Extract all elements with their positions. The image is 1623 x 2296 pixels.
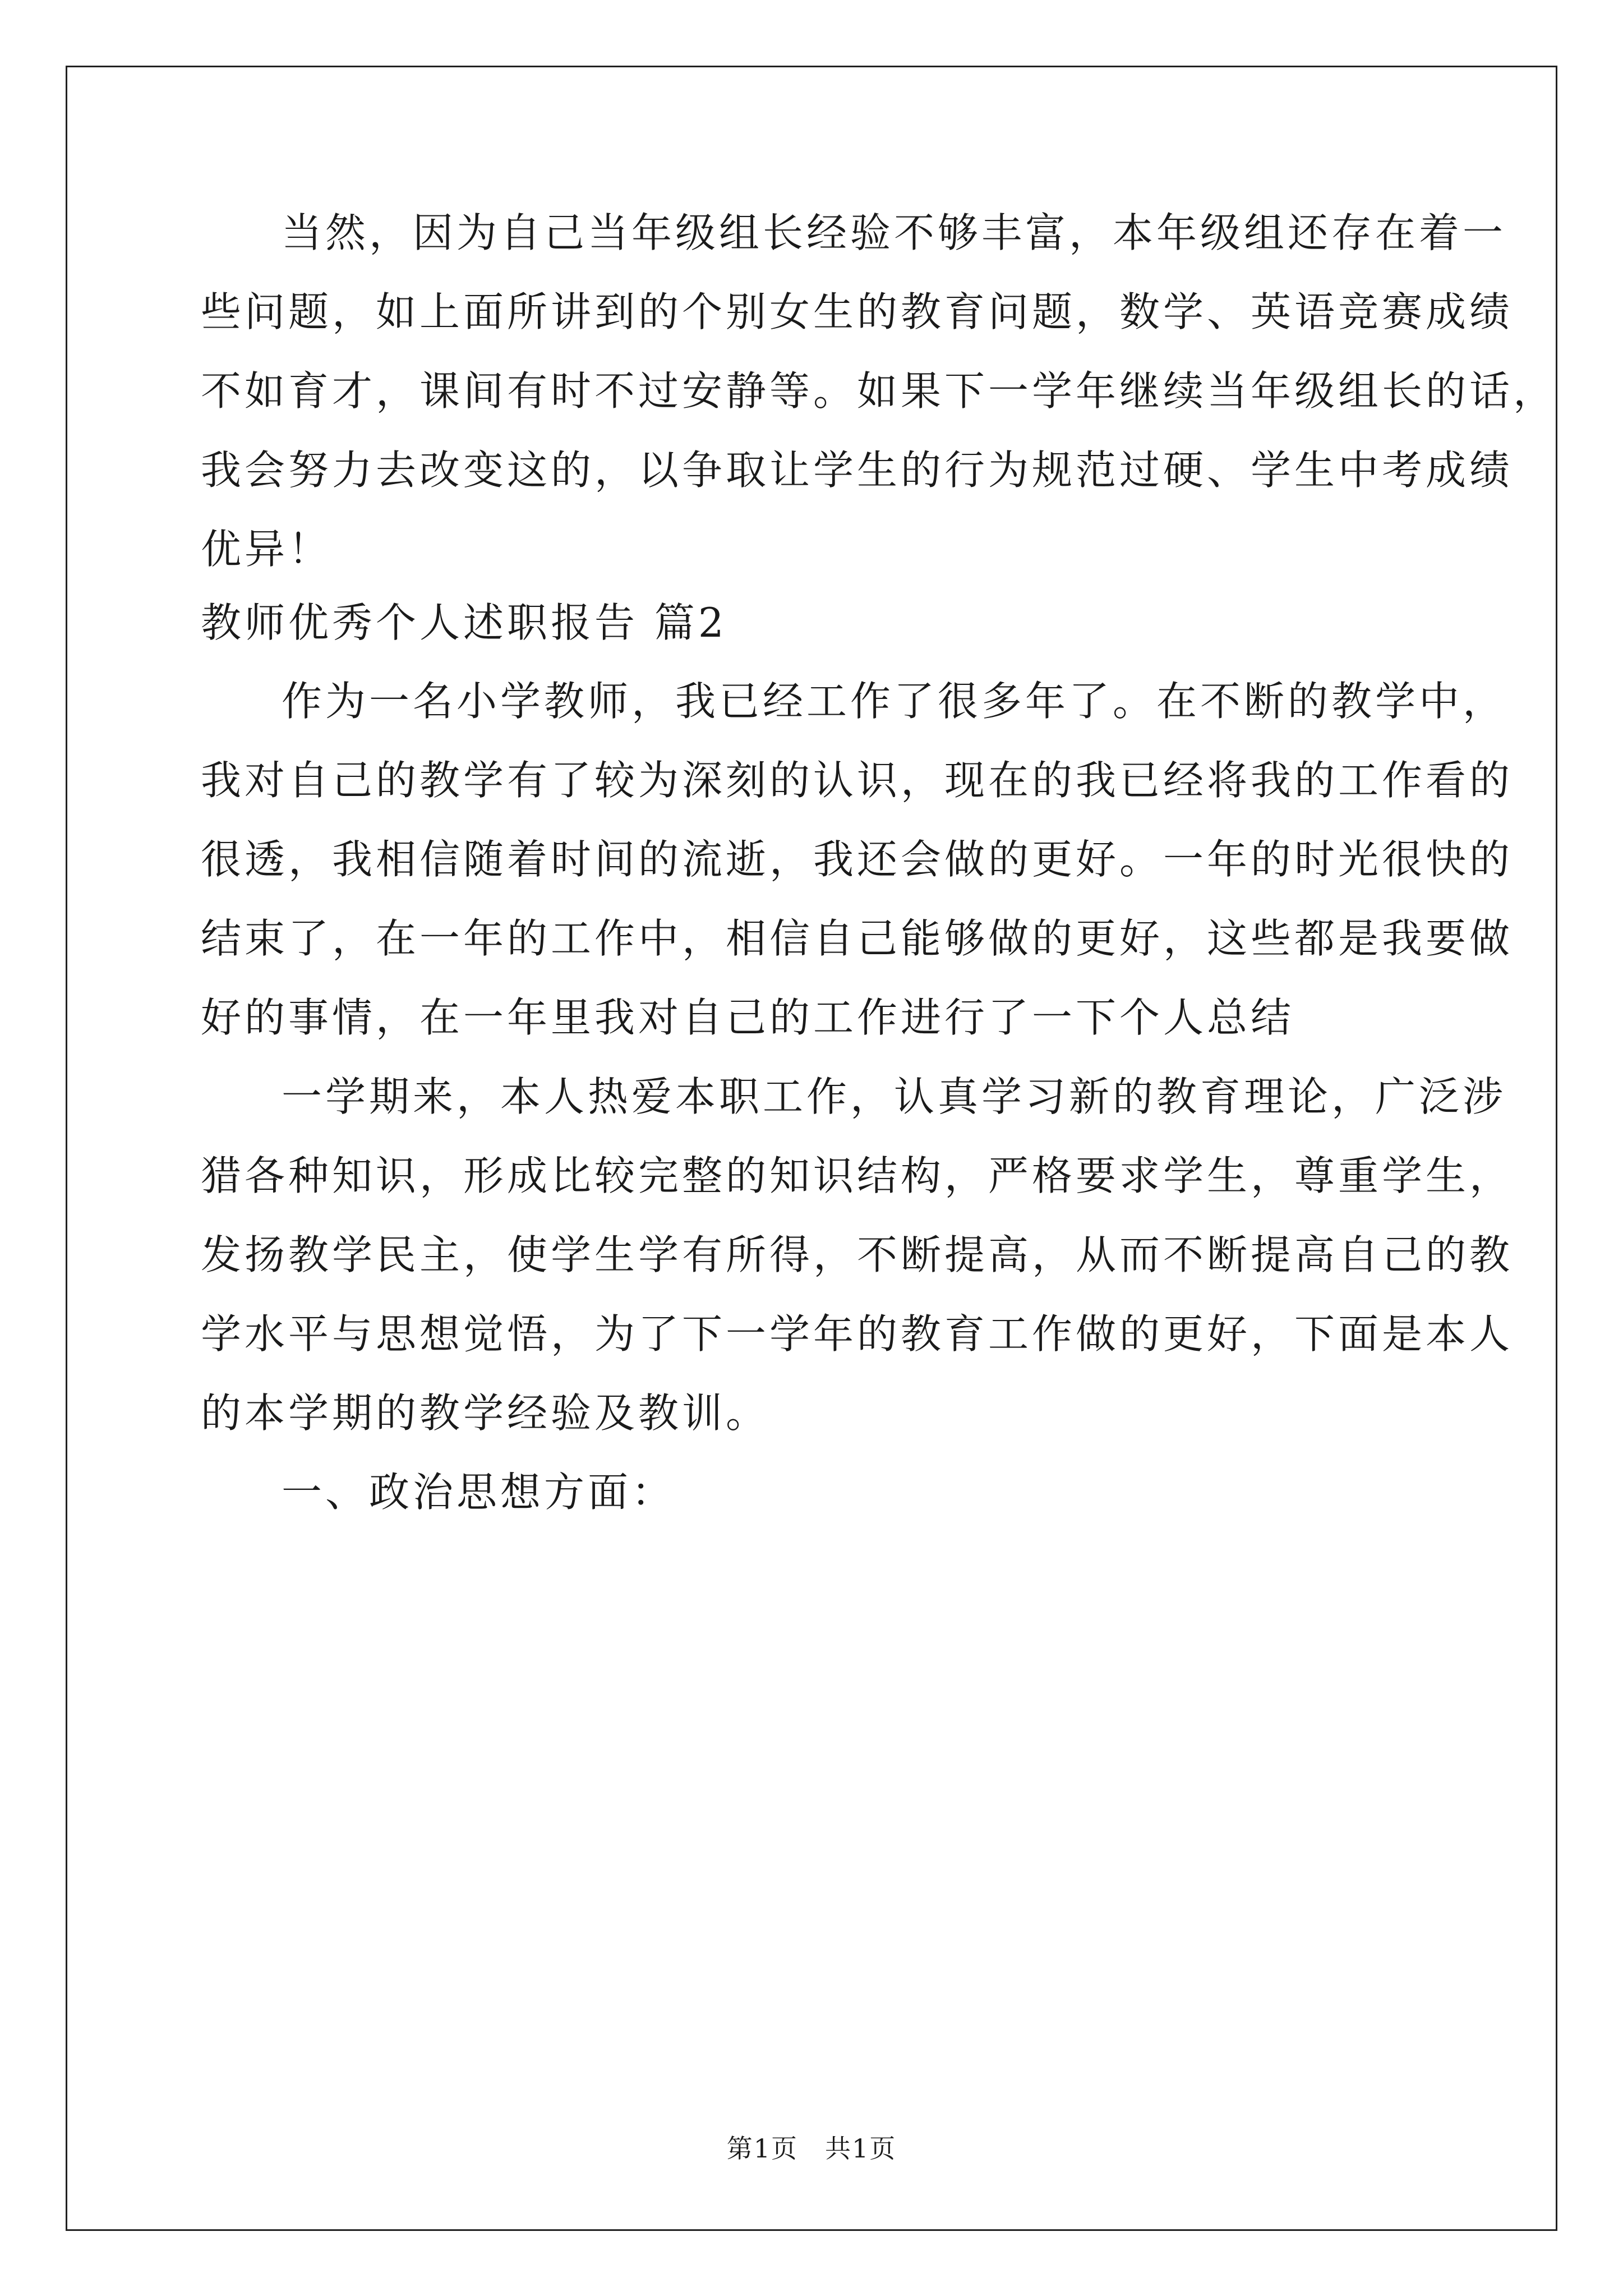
paragraph-3-line-5: 的本学期的教学经验及教训。 bbox=[201, 1389, 770, 1437]
paragraph-2-line-1: 作为一名小学教师，我已经工作了很多年了。在不断的教学中， bbox=[282, 678, 1507, 725]
paragraph-3-line-4: 学水平与思想觉悟，为了下一学年的教育工作做的更好，下面是本人 bbox=[201, 1310, 1514, 1358]
paragraph-1-line-2: 些问题，如上面所讲到的个别女生的教育问题，数学、英语竞赛成绩 bbox=[201, 288, 1514, 335]
paragraph-2-line-4: 结束了，在一年的工作中，相信自己能够做的更好，这些都是我要做 bbox=[201, 915, 1514, 962]
paragraph-3-line-1: 一学期来，本人热爱本职工作，认真学习新的教育理论，广泛涉 bbox=[282, 1073, 1507, 1120]
section-heading: 教师优秀个人述职报告 篇2 bbox=[201, 599, 727, 646]
paragraph-1-line-3: 不如育才，课间有时不过安静等。如果下一学年继续当年级组长的话， bbox=[201, 367, 1557, 415]
paragraph-3-line-2: 猎各种知识，形成比较完整的知识结构，严格要求学生，尊重学生， bbox=[201, 1152, 1514, 1199]
paragraph-1-line-4: 我会努力去改变这的，以争取让学生的行为规范过硬、学生中考成绩 bbox=[201, 447, 1514, 494]
paragraph-2-line-3: 很透，我相信随着时间的流逝，我还会做的更好。一年的时光很快的 bbox=[201, 836, 1514, 883]
paragraph-2-line-2: 我对自己的教学有了较为深刻的认识，现在的我已经将我的工作看的 bbox=[201, 757, 1514, 804]
paragraph-1-line-5: 优异！ bbox=[201, 526, 333, 573]
paragraph-3-line-3: 发扬教学民主，使学生学有所得，不断提高，从而不断提高自己的教 bbox=[201, 1231, 1514, 1278]
paragraph-1-line-1: 当然，因为自己当年级组长经验不够丰富，本年级组还存在着一 bbox=[282, 209, 1507, 256]
section-1-title: 一、政治思想方面： bbox=[282, 1469, 676, 1516]
paragraph-2-line-5: 好的事情，在一年里我对自己的工作进行了一下个人总结 bbox=[201, 994, 1295, 1041]
page-footer: 第1页 共1页 bbox=[726, 2133, 897, 2164]
